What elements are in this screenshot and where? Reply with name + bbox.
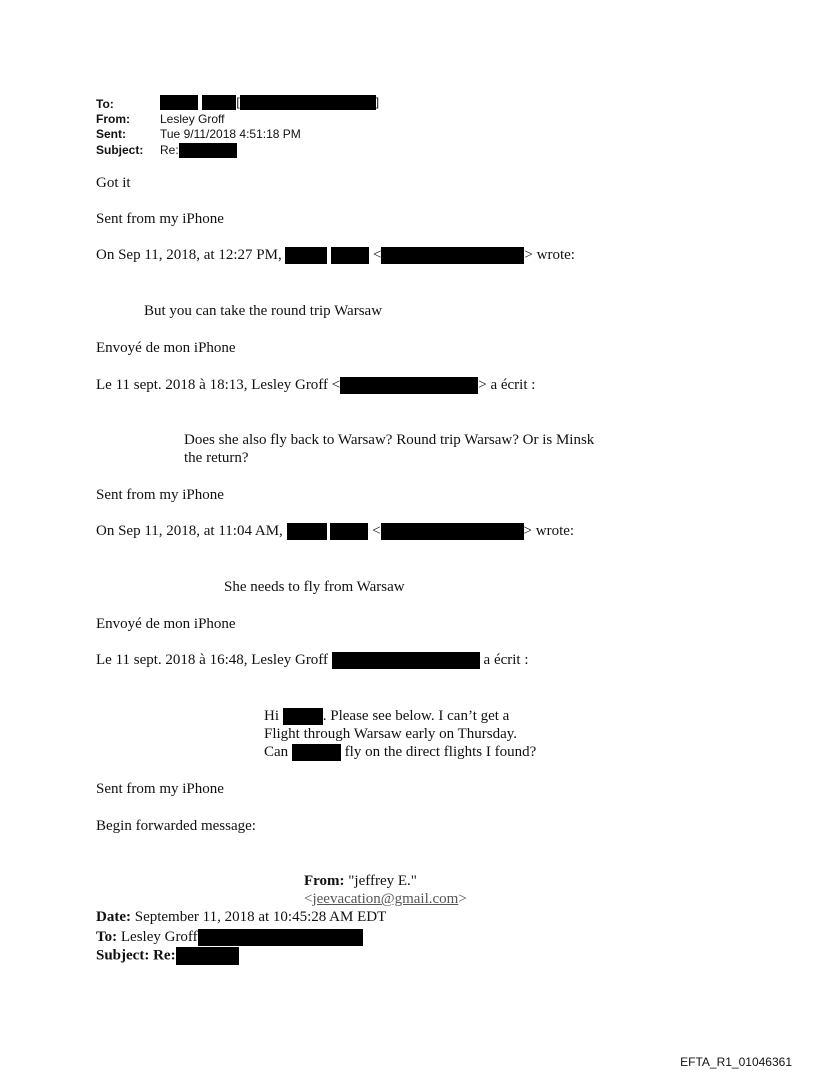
email-lt: < <box>304 891 313 907</box>
sent-from-iphone: Sent from my iPhone <box>96 487 224 503</box>
redaction-block <box>283 708 323 725</box>
document-id: EFTA_R1_01046361 <box>680 1055 792 1069</box>
from-label: From: <box>96 112 130 126</box>
begin-forwarded: Begin forwarded message: <box>96 818 256 834</box>
on-wrote-prefix: On Sep 11, 2018, at 11:04 AM, <box>96 523 283 539</box>
forwarded-subject-label: Subject: <box>96 947 150 964</box>
forwarded-subject-value: Re: <box>153 947 176 964</box>
redaction-block <box>292 744 341 761</box>
to-label: To: <box>96 97 114 111</box>
to-value <box>160 95 379 110</box>
forwarded-to-label: To: <box>96 929 118 945</box>
forwarded-to-line <box>96 929 363 946</box>
le-ecrit-line <box>96 377 535 394</box>
ecrit-suffix: a écrit : <box>483 652 529 668</box>
sent-label: Sent: <box>96 127 126 141</box>
redaction-block <box>381 523 524 540</box>
redaction-block <box>331 247 369 264</box>
redaction-block <box>381 247 524 264</box>
lt-symbol: < <box>372 523 381 539</box>
hi-suffix: . Please see below. I can’t get a <box>322 708 510 724</box>
forwarded-from-line <box>304 873 417 890</box>
redaction-block <box>160 95 198 110</box>
subject-value <box>160 143 237 158</box>
quoted-message-line1 <box>264 708 509 725</box>
quoted-message-line2: the return? <box>184 450 249 466</box>
wrote-suffix: > wrote: <box>523 523 575 539</box>
on-wrote-line <box>96 247 575 264</box>
redaction-block <box>176 947 239 965</box>
envoye-iphone: Envoyé de mon iPhone <box>96 616 236 632</box>
sent-value: Tue 9/11/2018 4:51:18 PM <box>160 127 301 141</box>
quoted-message: But you can take the round trip Warsaw <box>144 303 383 319</box>
redaction-block <box>198 929 363 946</box>
quoted-message-line2: Flight through Warsaw early on Thursday. <box>264 726 518 742</box>
forwarded-subject-line <box>96 947 239 965</box>
forwarded-to-value: Lesley Groff <box>120 929 198 945</box>
lt-symbol: < <box>372 247 382 263</box>
forwarded-from-value: "jeffrey E." <box>348 873 417 889</box>
redaction-block <box>285 247 327 264</box>
to-bracket-open: [ <box>236 95 240 109</box>
forwarded-date-value: September 11, 2018 at 10:45:28 AM EDT <box>134 909 387 925</box>
forwarded-date-line <box>96 909 386 926</box>
le-ecrit-prefix: Le 11 sept. 2018 à 16:48, Lesley Groff <box>96 652 329 668</box>
forwarded-date-label: Date: <box>96 909 131 925</box>
redaction-block <box>340 377 478 394</box>
email-link[interactable]: jeevacation@gmail.com <box>312 891 459 907</box>
envoye-iphone: Envoyé de mon iPhone <box>96 340 236 356</box>
hi-prefix: Hi <box>264 708 279 724</box>
le-ecrit-prefix: Le 11 sept. 2018 à 18:13, Lesley Groff < <box>96 377 341 393</box>
sent-from-iphone: Sent from my iPhone <box>96 781 224 797</box>
quoted-message-line3 <box>264 744 536 761</box>
forwarded-email-line <box>304 891 467 908</box>
email-gt: > <box>458 891 467 907</box>
redaction-block <box>202 95 236 110</box>
subject-re: Re: <box>160 143 179 157</box>
redaction-block <box>287 523 327 540</box>
subject-label: Subject: <box>96 143 144 157</box>
redaction-block <box>332 652 480 669</box>
redaction-block <box>330 523 368 540</box>
to-bracket-close: ] <box>375 95 380 109</box>
le-ecrit-line <box>96 652 529 669</box>
sent-from-iphone: Sent from my iPhone <box>96 211 224 227</box>
redaction-block <box>240 95 376 110</box>
redaction-block <box>179 143 237 158</box>
can-prefix: Can <box>264 744 289 760</box>
from-value: Lesley Groff <box>160 112 225 126</box>
ecrit-suffix: > a écrit : <box>478 377 536 393</box>
wrote-suffix: > wrote: <box>524 247 575 263</box>
on-wrote-prefix: On Sep 11, 2018, at 12:27 PM, <box>96 247 282 263</box>
quoted-message: She needs to fly from Warsaw <box>224 579 405 595</box>
can-suffix: fly on the direct flights I found? <box>344 744 537 760</box>
quoted-message-line1: Does she also fly back to Warsaw? Round trip Warsaw? Or is Minsk <box>184 432 595 448</box>
forwarded-from-label: From: <box>304 873 345 889</box>
got-it-text: Got it <box>96 175 131 191</box>
on-wrote-line <box>96 523 574 540</box>
